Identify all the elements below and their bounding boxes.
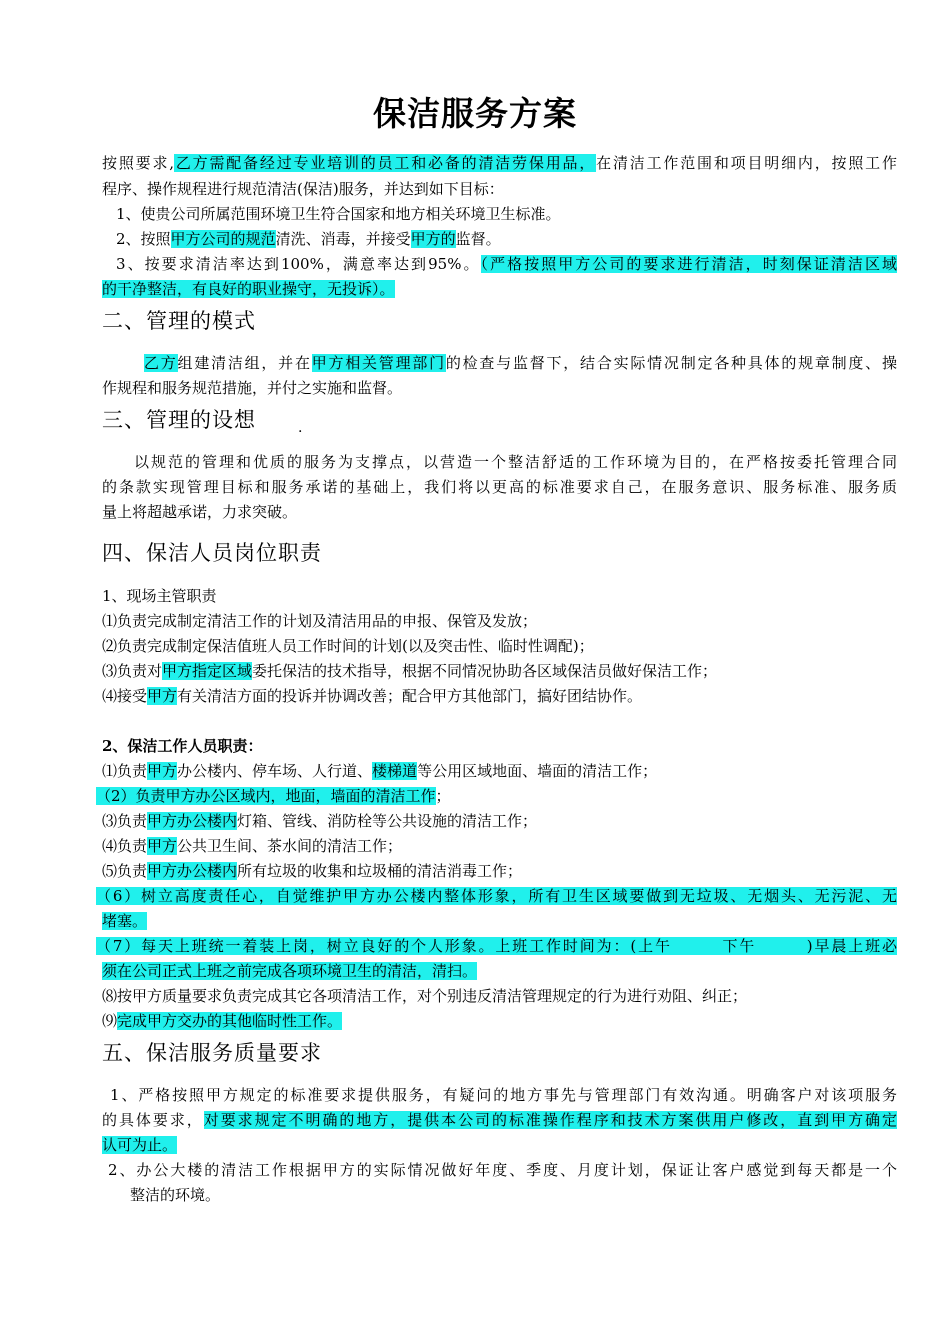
- s5-c1-end: [102, 1133, 897, 1157]
- highlight: 对要求规定不明确的地方，提供本公司的标准操作程序和技术方案供用户修改，直到甲方确定: [203, 1111, 897, 1129]
- text: 等公用区域地面、墙面的清洁工作；: [417, 762, 658, 780]
- highlight: 堵塞。: [102, 912, 148, 930]
- s3-line-2: 的条款实现管理目标和服务承诺的基础上，我们将以更高的标准要求自己，在服务意识、服务标准、服务质: [102, 478, 897, 496]
- text: 委托保洁的技术指导，根据不同情况协助各区域保洁员做好保洁工作；: [252, 662, 718, 680]
- s4-sub-1: 1、现场主管职责: [102, 587, 217, 605]
- highlight: （6）树立高度责任心，自觉维护甲方办公楼内整体形象，所有卫生区域要做到无垃圾、无烟头、无污泥、无: [96, 887, 897, 905]
- text: ⑶负责对: [102, 662, 163, 680]
- section-5-heading: 五、保洁服务质量要求: [102, 1041, 322, 1065]
- s2-line-2: 作规程和服务规范措施，并付之实施和监督。: [102, 379, 403, 397]
- s4-b7-cont: [102, 959, 897, 983]
- s4-b5: [102, 859, 897, 883]
- s4-b7: [96, 934, 897, 958]
- s4-b8: ⑻按甲方质量要求负责完成其它各项清洁工作，对个别违反清洁管理规定的行为进行劝阻、纠正；: [102, 987, 748, 1005]
- text: 有关清洁方面的投诉并协调改善；配合甲方其他部门，搞好团结协作。: [177, 687, 643, 705]
- section-2-heading: 二、管理的模式: [102, 309, 256, 333]
- s4-b2: [96, 784, 891, 808]
- highlight: 乙方: [144, 354, 178, 372]
- text: ⑸负责: [102, 862, 148, 880]
- highlight: （2）负责甲方办公区域内，地面，墙面的清洁工作: [96, 787, 436, 805]
- s4-b3: [102, 809, 897, 833]
- s5-c1: 1、严格按照甲方规定的标准要求提供服务，有疑问的地方事先与管理部门有效沟通。明确客户对该项服务: [110, 1086, 897, 1104]
- goal-2: [116, 227, 911, 251]
- text: 所有垃圾的收集和垃圾桶的清洁消毒工作；: [237, 862, 523, 880]
- text: 监督。: [455, 230, 501, 248]
- s4-a1: ⑴负责完成制定清洁工作的计划及清洁用品的申报、保管及发放；: [102, 612, 538, 630]
- s3-line-1: 以规范的管理和优质的服务为支撑点，以营造一个整洁舒适的工作环境为目的，在严格按委托管理合同: [134, 453, 897, 471]
- highlight: 认可为止。: [102, 1136, 178, 1154]
- highlight: 甲方公司的规范: [170, 230, 276, 248]
- text: ⑶负责: [102, 812, 148, 830]
- s5-c2: 2、办公大楼的清洁工作根据甲方的实际情况做好年度、季度、月度计划，保证让客户感觉到每天都是一个: [108, 1161, 897, 1179]
- highlight: 须在公司正式上班之前完成各项环境卫生的清洁，清扫。: [102, 962, 478, 980]
- highlight: 甲方: [147, 687, 178, 705]
- text: ⑷负责: [102, 837, 148, 855]
- s4-sub-2: 2、保洁工作人员职责：: [102, 737, 263, 755]
- s4-b4: [102, 834, 897, 858]
- s4-a3: [102, 659, 897, 683]
- s4-b6-cont: [102, 909, 897, 933]
- highlight: 乙方需配备经过专业培训的员工和必备的清洁劳保用品，: [174, 154, 597, 172]
- goal-3: [116, 252, 897, 276]
- text: ；: [435, 787, 451, 805]
- text: 公共卫生间、茶水间的清洁工作；: [177, 837, 403, 855]
- highlight: 甲方的: [410, 230, 456, 248]
- highlight: 甲方办公楼内: [147, 862, 238, 880]
- highlight: 甲方办公楼内: [147, 812, 238, 830]
- text: 的检查与监督下，结合实际情况制定各种具体的规章制度、操: [445, 354, 897, 372]
- goal-3-cont: [102, 277, 897, 301]
- text: ⑷接受: [102, 687, 148, 705]
- text: ⑴负责: [102, 762, 148, 780]
- text: 的具体要求，: [102, 1111, 204, 1129]
- s3-line-3: 量上将超越承诺，力求突破。: [102, 503, 298, 521]
- highlight: 甲方相关管理部门: [311, 354, 446, 372]
- highlight: 楼梯道: [372, 762, 418, 780]
- page-title: 保洁服务方案: [373, 94, 577, 133]
- intro-line-2: 程序、操作规程进行规范清洁(保洁)服务，并达到如下目标：: [102, 180, 504, 198]
- s5-c1-cont: [102, 1108, 897, 1132]
- s2-line-1: [144, 351, 897, 375]
- s5-c2-cont: 整洁的环境。: [130, 1186, 221, 1204]
- highlight: 完成甲方交办的其他临时性工作。: [117, 1012, 343, 1030]
- section-4-heading: 四、保洁人员岗位职责: [102, 541, 322, 565]
- stray-mark: .: [298, 420, 303, 436]
- highlight: 甲方: [147, 837, 178, 855]
- highlight: 甲方指定区域: [162, 662, 253, 680]
- intro-line-1: [102, 151, 897, 175]
- highlight: 的干净整洁，有良好的职业操守，无投诉）。: [102, 280, 395, 298]
- text: 按照要求,: [102, 154, 175, 172]
- goal-1: 1、使贵公司所属范围环境卫生符合国家和地方相关环境卫生标准。: [116, 205, 561, 223]
- text: 3、按要求清洁率达到100%，满意率达到95%。: [116, 255, 481, 273]
- text: 在清洁工作范围和项目明细内，按照工作: [596, 154, 897, 172]
- highlight: （严格按照甲方公司的要求进行清洁，时刻保证清洁区域: [480, 255, 897, 273]
- text: 2、按照: [116, 230, 171, 248]
- text: 清洗、消毒，并接受: [275, 230, 411, 248]
- text: 办公楼内、停车场、人行道、: [177, 762, 373, 780]
- s4-b1: [102, 759, 897, 783]
- highlight: （7）每天上班统一着装上岗，树立良好的个人形象。上班工作时间为：(上午 下午 )早晨上班必: [96, 937, 897, 955]
- s4-b9: [102, 1009, 897, 1033]
- highlight: 甲方: [147, 762, 178, 780]
- section-3-heading: 三、管理的设想: [102, 408, 256, 432]
- s4-b6: [96, 884, 897, 908]
- text: 灯箱、管线、消防栓等公共设施的清洁工作；: [237, 812, 538, 830]
- text: ⑼: [102, 1012, 118, 1030]
- s4-a4: [102, 684, 897, 708]
- text: 组建清洁组，并在: [177, 354, 312, 372]
- s4-a2: ⑵负责完成制定保洁值班人员工作时间的计划(以及突击性、临时性调配)；: [102, 637, 594, 655]
